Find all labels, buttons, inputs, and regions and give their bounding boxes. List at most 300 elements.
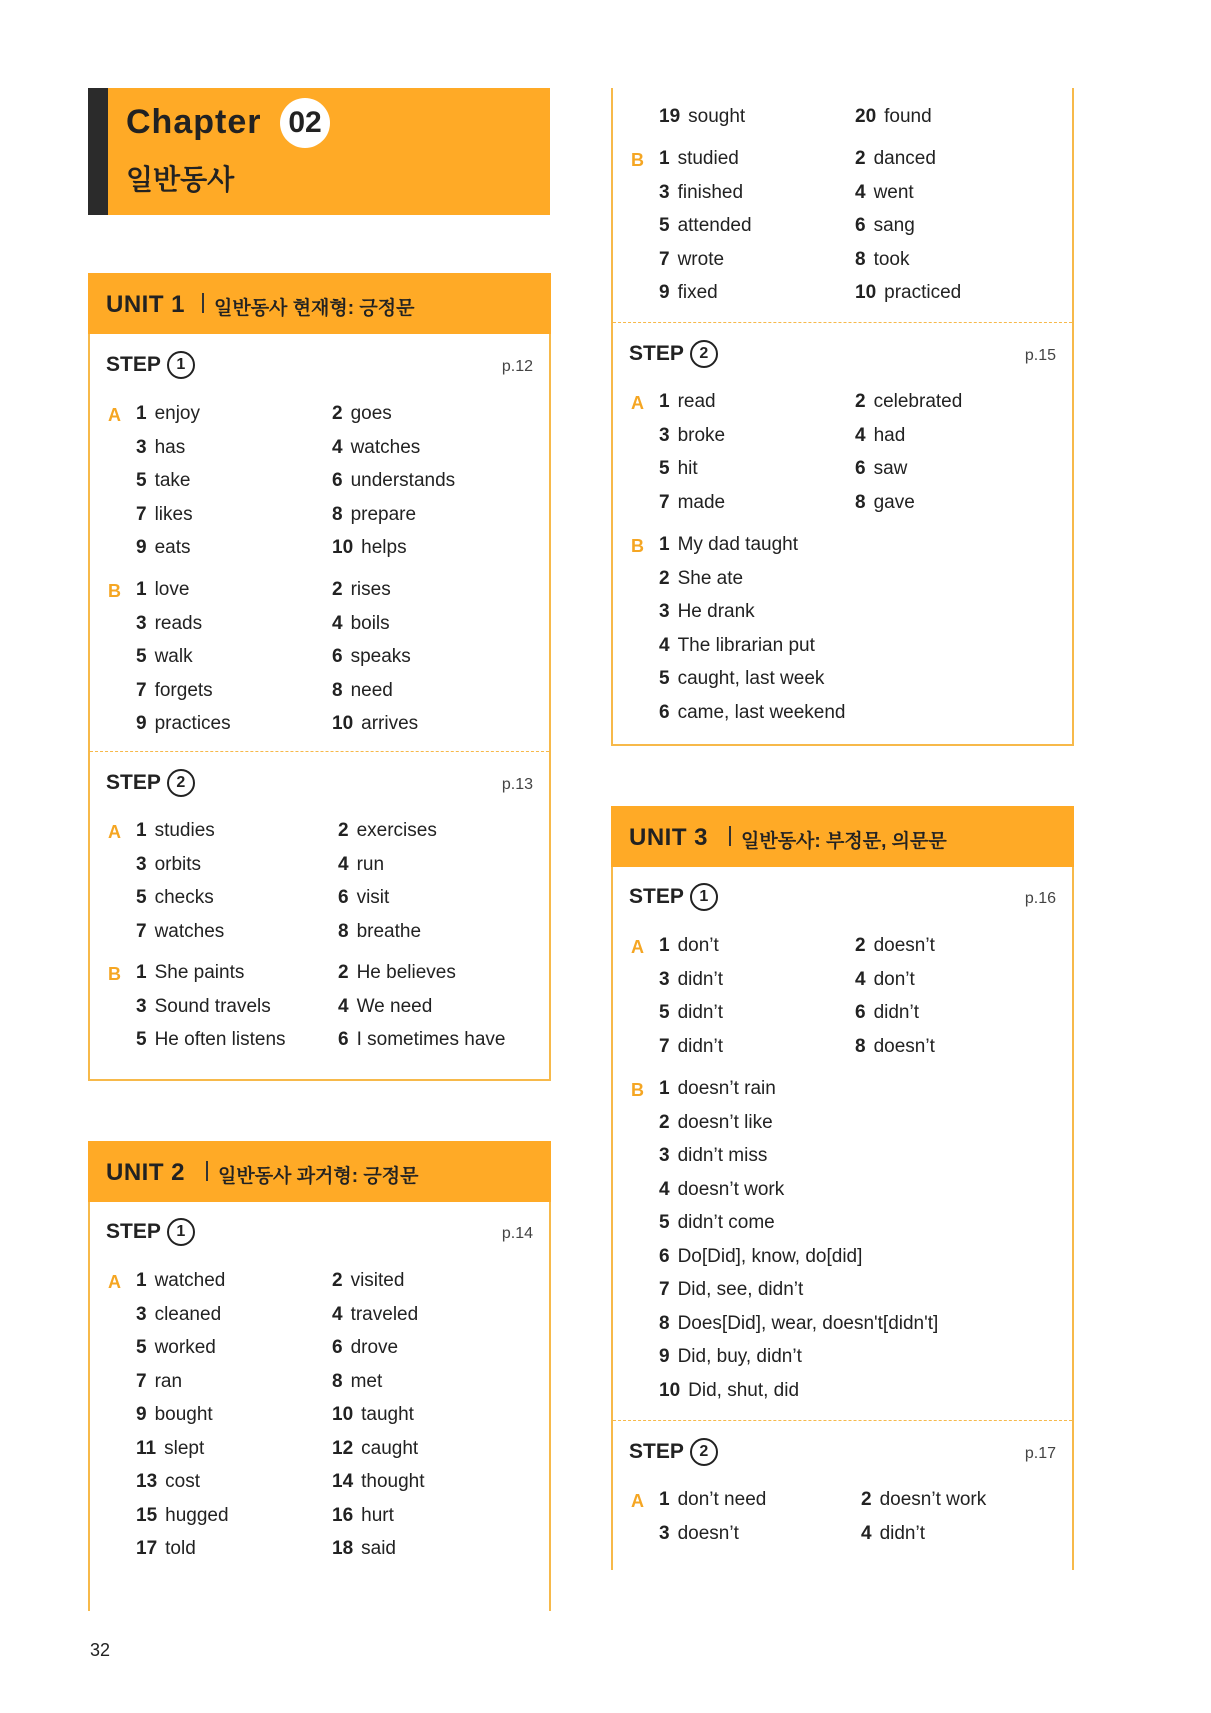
answer-number: 5 xyxy=(659,668,670,689)
answer-item xyxy=(855,106,932,128)
unit-3-step-2-heading xyxy=(629,1438,718,1466)
step-number: 2 xyxy=(690,1438,718,1466)
section-letter-a: A xyxy=(631,1491,644,1511)
step-number: 1 xyxy=(167,351,195,379)
answer-text: exercises xyxy=(356,820,437,841)
answer-item xyxy=(659,282,718,304)
answer-item xyxy=(338,854,384,876)
answer-item xyxy=(332,437,420,459)
answer-number: 7 xyxy=(136,920,147,942)
unit-3-header xyxy=(611,806,1074,867)
answer-number: 1 xyxy=(136,1270,147,1291)
answer-text: watches xyxy=(350,436,421,458)
answer-number: 15 xyxy=(136,1504,158,1526)
answer-text: doesn’t xyxy=(873,935,935,956)
answer-text: broke xyxy=(677,424,726,446)
answer-number: 1 xyxy=(659,148,670,169)
answer-item xyxy=(855,182,914,204)
step-label: STEP xyxy=(629,1440,684,1463)
answer-item xyxy=(659,1036,723,1058)
answer-item xyxy=(659,458,698,480)
unit-separator xyxy=(206,1161,208,1181)
answer-number: 6 xyxy=(332,470,343,491)
answer-number: 4 xyxy=(659,634,670,656)
answer-number: 3 xyxy=(136,436,147,458)
answer-text: slept xyxy=(164,1437,205,1459)
answer-item xyxy=(659,1346,802,1368)
answer-item xyxy=(659,1179,784,1201)
step-divider xyxy=(613,322,1072,323)
answer-text: visit xyxy=(356,887,390,908)
answer-text: The librarian put xyxy=(677,634,815,656)
unit-2-box xyxy=(88,1141,551,1611)
answer-text: visited xyxy=(350,1270,405,1291)
answer-item xyxy=(659,1279,803,1301)
answer-text: made xyxy=(677,491,726,513)
answer-number: 1 xyxy=(136,403,147,424)
unit-separator xyxy=(202,293,204,313)
answer-text: speaks xyxy=(350,646,411,667)
answer-number: 2 xyxy=(332,403,343,424)
answer-number: 3 xyxy=(659,601,670,622)
answer-text: studies xyxy=(154,820,215,841)
answer-item xyxy=(332,537,407,559)
answer-number: 8 xyxy=(855,1035,866,1057)
answer-text: She paints xyxy=(154,962,245,983)
answer-text: gave xyxy=(873,491,915,513)
answer-number: 6 xyxy=(855,458,866,479)
answer-text: orbits xyxy=(154,853,202,875)
answer-item xyxy=(659,635,815,657)
answer-item xyxy=(855,148,936,170)
answer-text: eats xyxy=(154,537,191,558)
answer-text: practices xyxy=(154,713,231,734)
answer-item xyxy=(136,854,201,876)
answer-text: I sometimes have xyxy=(356,1029,506,1050)
answer-number: 8 xyxy=(332,503,343,525)
answer-text: arrives xyxy=(361,713,419,734)
answer-number: 13 xyxy=(136,1471,158,1492)
answer-number: 5 xyxy=(136,1337,147,1358)
unit-3-step-2-page: p.17 xyxy=(1024,1445,1056,1462)
section-letter-a: A xyxy=(108,822,121,842)
answer-item xyxy=(659,568,743,590)
answer-text: hurt xyxy=(361,1504,394,1526)
answer-item xyxy=(855,249,910,271)
answer-number: 3 xyxy=(136,612,147,634)
unit-1-step-2-heading xyxy=(106,769,195,797)
step-divider xyxy=(613,1420,1072,1421)
answer-item xyxy=(855,215,915,237)
answer-item xyxy=(136,646,193,668)
answer-item xyxy=(659,702,846,724)
answer-number: 2 xyxy=(659,567,670,589)
answer-text: prepare xyxy=(350,503,417,525)
answer-number: 8 xyxy=(332,679,343,701)
answer-text: took xyxy=(873,248,910,270)
answer-text: My dad taught xyxy=(677,534,798,555)
answer-item xyxy=(332,403,392,425)
answer-number: 2 xyxy=(332,579,343,600)
answer-item xyxy=(855,492,915,514)
answer-text: enjoy xyxy=(154,403,200,424)
answer-number: 1 xyxy=(136,820,147,841)
answer-text: doesn’t xyxy=(677,1522,739,1544)
answer-item xyxy=(659,148,739,170)
answer-item xyxy=(136,1538,196,1560)
answer-item xyxy=(659,1145,767,1167)
step-label: STEP xyxy=(106,353,161,376)
step-number: 2 xyxy=(167,769,195,797)
unit-3-step-1-heading xyxy=(629,883,718,911)
answer-number: 3 xyxy=(136,995,147,1017)
answer-item xyxy=(332,1404,414,1426)
answer-text: doesn’t xyxy=(873,1035,935,1057)
answer-item xyxy=(659,969,723,991)
answer-item xyxy=(338,820,437,842)
unit-1-step-1-heading xyxy=(106,351,195,379)
answer-item xyxy=(332,1538,396,1560)
answer-item xyxy=(659,1523,739,1545)
answer-number: 9 xyxy=(136,537,147,558)
answer-item xyxy=(338,1029,505,1051)
answer-item xyxy=(136,1304,221,1326)
answer-item xyxy=(136,713,231,735)
answer-number: 11 xyxy=(136,1437,157,1459)
answer-text: forgets xyxy=(154,679,213,701)
answer-number: 12 xyxy=(332,1437,354,1459)
unit-3-name: UNIT 3 xyxy=(629,824,709,851)
answer-number: 1 xyxy=(659,1489,670,1510)
answer-number: 2 xyxy=(861,1489,872,1510)
answer-text: didn’t come xyxy=(677,1212,775,1233)
answer-text: taught xyxy=(361,1404,414,1425)
step-label: STEP xyxy=(629,885,684,908)
answer-number: 7 xyxy=(659,1035,670,1057)
answer-number: 19 xyxy=(659,106,681,127)
answer-number: 5 xyxy=(136,646,147,667)
answer-number: 4 xyxy=(332,1303,343,1325)
answer-number: 1 xyxy=(659,1078,670,1099)
step-divider xyxy=(90,751,549,752)
answer-item xyxy=(332,504,416,526)
section-letter-a: A xyxy=(631,393,644,413)
answer-item xyxy=(659,249,724,271)
step-label: STEP xyxy=(106,1220,161,1243)
answer-item xyxy=(855,391,962,413)
answer-text: thought xyxy=(361,1471,425,1492)
answer-number: 7 xyxy=(659,1279,670,1300)
chapter-number: 02 xyxy=(280,98,330,148)
answer-text: practiced xyxy=(884,282,962,303)
answer-text: likes xyxy=(154,503,193,525)
unit-1-name: UNIT 1 xyxy=(106,291,186,318)
answer-text: danced xyxy=(873,148,936,169)
answer-text: caught, last week xyxy=(677,668,825,689)
answer-text: hit xyxy=(677,458,698,479)
unit-3-step-1-page: p.16 xyxy=(1024,890,1056,907)
answer-item xyxy=(338,921,421,943)
answer-text: met xyxy=(350,1370,383,1392)
answer-item xyxy=(332,1304,418,1326)
section-letter-b: B xyxy=(108,964,121,984)
answer-number: 6 xyxy=(338,1029,349,1050)
step-label: STEP xyxy=(106,771,161,794)
step-number: 1 xyxy=(167,1218,195,1246)
answer-text: doesn’t like xyxy=(677,1111,773,1133)
answer-item xyxy=(136,1270,225,1292)
step-number: 2 xyxy=(690,340,718,368)
answer-item xyxy=(659,1380,799,1402)
answer-text: goes xyxy=(350,403,392,424)
answer-item xyxy=(332,1438,418,1460)
answer-number: 20 xyxy=(855,106,877,127)
answer-number: 8 xyxy=(332,1370,343,1392)
answer-item xyxy=(136,820,215,842)
answer-item xyxy=(659,391,716,413)
section-letter-a: A xyxy=(631,937,644,957)
answer-item xyxy=(855,1036,935,1058)
answer-text: studied xyxy=(677,148,739,169)
section-letter-b: B xyxy=(631,536,644,556)
answer-item xyxy=(659,668,824,690)
answer-number: 4 xyxy=(855,181,866,203)
answer-text: traveled xyxy=(350,1303,419,1325)
answer-text: watched xyxy=(154,1270,226,1291)
answer-item xyxy=(855,425,905,447)
answer-text: take xyxy=(154,470,191,491)
answer-text: sang xyxy=(873,215,915,236)
answer-text: sought xyxy=(688,106,746,127)
answer-text: reads xyxy=(154,612,203,634)
chapter-subtitle: 일반동사 xyxy=(126,164,235,195)
answer-number: 7 xyxy=(136,503,147,525)
answer-item xyxy=(659,492,725,514)
answer-number: 2 xyxy=(855,935,866,956)
unit-2-step-2-page: p.15 xyxy=(1024,347,1056,364)
answer-number: 3 xyxy=(136,853,147,875)
answer-text: watches xyxy=(154,920,225,942)
answer-item xyxy=(659,1112,773,1134)
answer-text: don’t xyxy=(873,968,915,990)
answer-text: told xyxy=(165,1538,196,1559)
answer-item xyxy=(659,1246,862,1268)
answer-number: 14 xyxy=(332,1471,354,1492)
answer-number: 2 xyxy=(332,1270,343,1291)
answer-number: 8 xyxy=(855,248,866,270)
answer-item xyxy=(136,537,191,559)
answer-text: Sound travels xyxy=(154,995,271,1017)
answer-number: 4 xyxy=(338,853,349,875)
answer-number: 10 xyxy=(659,1379,681,1401)
answer-item xyxy=(861,1489,986,1511)
answer-text: helps xyxy=(361,537,407,558)
answer-number: 2 xyxy=(659,1111,670,1133)
unit-1-header xyxy=(88,273,551,334)
answer-number: 3 xyxy=(659,1145,670,1166)
answer-number: 1 xyxy=(659,935,670,956)
answer-number: 4 xyxy=(855,424,866,446)
answer-item xyxy=(136,504,193,526)
answer-text: Did, see, didn’t xyxy=(677,1279,804,1300)
step-label: STEP xyxy=(629,342,684,365)
answer-text: cost xyxy=(165,1471,200,1492)
answer-item xyxy=(332,646,411,668)
answer-item xyxy=(659,215,752,237)
section-letter-b: B xyxy=(108,581,121,601)
answer-number: 7 xyxy=(136,679,147,701)
answer-number: 5 xyxy=(136,887,147,908)
answer-text: didn’t xyxy=(873,1002,919,1023)
unit-1-step-2-page: p.13 xyxy=(501,776,533,793)
answer-text: don’t need xyxy=(677,1489,767,1510)
chapter-accent-bar xyxy=(88,88,108,215)
answer-item xyxy=(136,1404,213,1426)
answer-item xyxy=(136,470,191,492)
answer-text: had xyxy=(873,424,906,446)
answer-text: came, last weekend xyxy=(677,701,846,723)
answer-text: Did, shut, did xyxy=(688,1379,800,1401)
answer-text: fixed xyxy=(677,282,718,303)
answer-text: rises xyxy=(350,579,391,600)
answer-number: 1 xyxy=(136,579,147,600)
answer-item xyxy=(659,182,743,204)
answer-text: bought xyxy=(154,1404,213,1425)
answer-item xyxy=(332,1270,404,1292)
answer-item xyxy=(136,437,185,459)
answer-item xyxy=(338,962,456,984)
answer-text: caught xyxy=(361,1437,419,1459)
answer-item xyxy=(855,1002,919,1024)
answer-number: 5 xyxy=(659,215,670,236)
answer-number: 3 xyxy=(659,1522,670,1544)
answer-text: drove xyxy=(350,1337,399,1358)
answer-text: ran xyxy=(154,1370,183,1392)
answer-item xyxy=(855,969,915,991)
answer-text: understands xyxy=(350,470,456,491)
unit-2-header xyxy=(88,1141,551,1202)
answer-number: 2 xyxy=(855,391,866,412)
answer-item xyxy=(136,1438,204,1460)
answer-item xyxy=(332,613,390,635)
answer-number: 7 xyxy=(659,491,670,513)
unit-2-step-2-heading xyxy=(629,340,718,368)
answer-item xyxy=(136,579,189,601)
answer-number: 9 xyxy=(659,1346,670,1367)
answer-number: 9 xyxy=(659,282,670,303)
answer-number: 2 xyxy=(338,820,349,841)
answer-text: love xyxy=(154,579,190,600)
unit-2-continued-box xyxy=(611,88,1074,746)
answer-text: didn’t xyxy=(879,1522,925,1544)
section-letter-b: B xyxy=(631,1080,644,1100)
answer-number: 4 xyxy=(659,1178,670,1200)
answer-text: He drank xyxy=(677,601,755,622)
answer-item xyxy=(659,935,719,957)
answer-text: didn’t xyxy=(677,1035,723,1057)
answer-number: 9 xyxy=(136,1404,147,1425)
answer-number: 5 xyxy=(659,1002,670,1023)
answer-number: 10 xyxy=(332,537,354,558)
unit-2-title: 일반동사 과거형: 긍정문 xyxy=(218,1166,419,1187)
answer-item xyxy=(136,962,244,984)
answer-item xyxy=(659,601,755,623)
answer-number: 4 xyxy=(332,612,343,634)
answer-number: 6 xyxy=(338,887,349,908)
answer-text: boils xyxy=(350,612,390,634)
chapter-label: Chapter xyxy=(126,103,262,141)
answer-item xyxy=(136,1029,286,1051)
step-number: 1 xyxy=(690,883,718,911)
answer-number: 6 xyxy=(659,701,670,723)
answer-number: 3 xyxy=(659,181,670,203)
answer-text: wrote xyxy=(677,248,725,270)
answer-number: 1 xyxy=(136,962,147,983)
answer-number: 8 xyxy=(659,1312,670,1334)
answer-text: finished xyxy=(677,181,744,203)
answer-text: went xyxy=(873,181,914,203)
answer-text: celebrated xyxy=(873,391,963,412)
answer-number: 6 xyxy=(332,1337,343,1358)
answer-number: 3 xyxy=(659,424,670,446)
answer-item xyxy=(332,1337,398,1359)
answer-number: 5 xyxy=(136,470,147,491)
section-letter-b: B xyxy=(631,150,644,170)
unit-2-step-1-page: p.14 xyxy=(501,1225,533,1242)
answer-number: 8 xyxy=(338,920,349,942)
answer-number: 1 xyxy=(659,391,670,412)
answer-number: 6 xyxy=(659,1245,670,1267)
answer-number: 4 xyxy=(861,1522,872,1544)
unit-1-step-1-page: p.12 xyxy=(501,358,533,375)
answer-item xyxy=(136,680,213,702)
answer-text: hugged xyxy=(165,1504,229,1526)
answer-item xyxy=(332,579,391,601)
answer-item xyxy=(855,458,907,480)
unit-1-box xyxy=(88,273,551,1081)
answer-text: didn’t miss xyxy=(677,1145,768,1166)
answer-number: 10 xyxy=(332,1404,354,1425)
answer-text: read xyxy=(677,391,716,412)
answer-text: run xyxy=(356,853,385,875)
answer-item xyxy=(338,996,432,1018)
answer-number: 16 xyxy=(332,1504,354,1526)
answer-number: 7 xyxy=(659,248,670,270)
unit-2-step-1-heading xyxy=(106,1218,195,1246)
answer-number: 2 xyxy=(855,148,866,169)
answer-text: don’t xyxy=(677,935,719,956)
answer-number: 1 xyxy=(659,534,670,555)
answer-item xyxy=(332,1471,425,1493)
answer-item xyxy=(136,1505,229,1527)
answer-item xyxy=(332,680,393,702)
answer-number: 6 xyxy=(332,646,343,667)
answer-number: 3 xyxy=(659,968,670,990)
answer-number: 5 xyxy=(659,1212,670,1233)
answer-item xyxy=(136,996,271,1018)
unit-3-title: 일반동사: 부정문, 의문문 xyxy=(741,831,947,852)
answer-text: cleaned xyxy=(154,1303,222,1325)
answer-text: attended xyxy=(677,215,752,236)
answer-text: He believes xyxy=(356,962,456,983)
answer-item xyxy=(136,921,224,943)
answer-text: checks xyxy=(154,887,214,908)
answer-text: He often listens xyxy=(154,1029,286,1050)
section-letter-a: A xyxy=(108,405,121,425)
page-number: 32 xyxy=(90,1640,111,1660)
answer-number: 5 xyxy=(136,1029,147,1050)
answer-text: We need xyxy=(356,995,433,1017)
